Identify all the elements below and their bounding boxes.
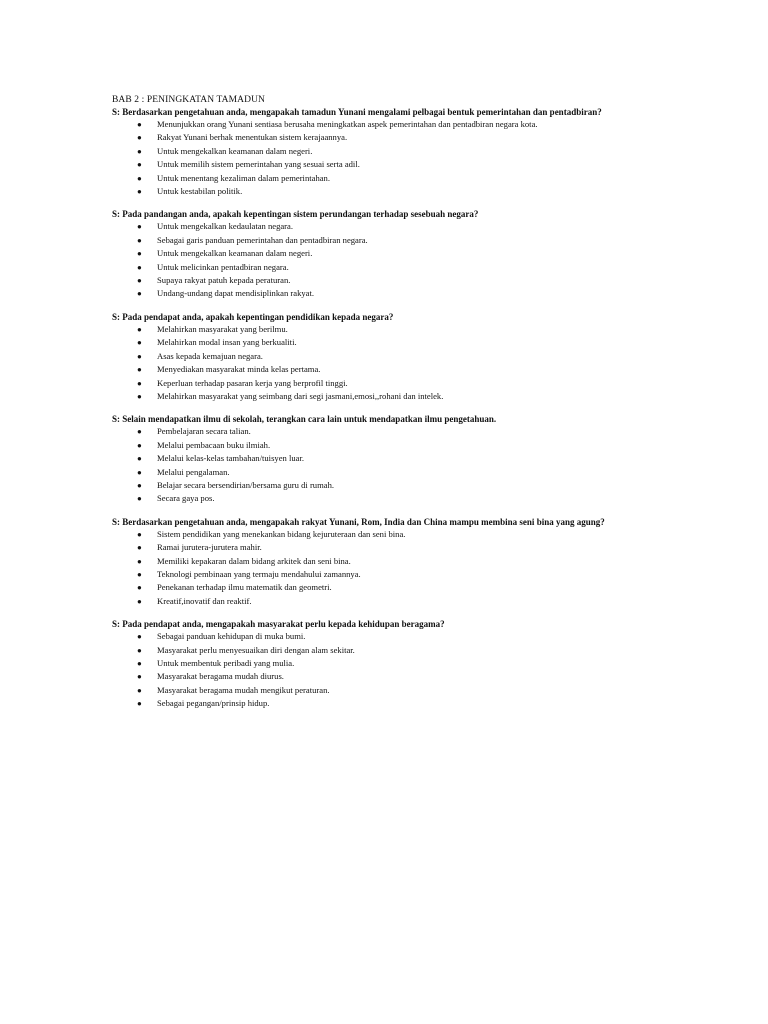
bullet-icon: ● <box>137 173 142 183</box>
answer-text: Masyarakat beragama mudah diurus. <box>157 671 284 682</box>
list-item <box>112 479 642 492</box>
bullet-icon: ● <box>137 365 142 375</box>
answer-text: Melahirkan masyarakat yang seimbang dari segi jasmani,emosi,,rohani dan intelek. <box>157 390 444 401</box>
bullet-icon: ● <box>137 494 142 504</box>
bullet-icon: ● <box>137 659 142 668</box>
list-item <box>112 684 642 697</box>
list-item <box>112 287 642 300</box>
question-section-5 <box>112 516 642 608</box>
bullet-icon: ● <box>137 645 142 655</box>
bullet-icon: ● <box>137 249 142 259</box>
list-item <box>112 452 642 465</box>
bullet-icon: ● <box>137 569 142 579</box>
answer-text: Sebagai panduan kehidupan di muka bumi. <box>157 631 306 642</box>
answer-text: Melahirkan masyarakat yang berilmu. <box>157 323 288 334</box>
list-item <box>112 644 642 657</box>
list-item <box>112 118 642 131</box>
list-item <box>112 657 642 670</box>
answer-text: Belajar secara bersendirian/bersama guru di rumah. <box>157 479 335 490</box>
list-item <box>112 377 642 390</box>
list-item <box>112 247 642 260</box>
document-title: BAB 2 : PENINGKATAN TAMADUN <box>112 95 266 105</box>
answer-text: Asas kepada kemajuan negara. <box>157 350 263 361</box>
list-item <box>112 220 642 233</box>
bullet-icon: ● <box>137 440 142 450</box>
answer-text: Untuk membentuk peribadi yang mulia. <box>157 658 295 668</box>
list-item <box>112 323 642 336</box>
list-item <box>112 528 642 541</box>
bullet-icon: ● <box>137 480 142 490</box>
answer-text: Sistem pendidikan yang menekankan bidang kejuruteraan dan seni bina. <box>157 528 406 539</box>
list-item <box>112 439 642 452</box>
answer-text: Untuk kestabilan politik. <box>157 186 243 197</box>
list-item <box>112 630 642 643</box>
answer-text: Menunjukkan orang Yunani sentiasa berusaha meningkatkan aspek pemerintahan dan pentadbiran negara kota. <box>157 119 538 129</box>
list-item <box>112 158 642 171</box>
answer-text: Melalui pembacaan buku ilmiah. <box>157 439 271 450</box>
bullet-icon: ● <box>137 672 142 682</box>
document-page <box>112 94 642 721</box>
answer-text: Supaya rakyat patuh kepada peraturan. <box>157 275 291 286</box>
answer-list <box>112 220 642 300</box>
list-item <box>112 541 642 554</box>
list-item <box>112 350 642 363</box>
answer-text: Pembelajaran secara talian. <box>157 426 251 437</box>
list-item <box>112 336 642 349</box>
answer-list <box>112 528 642 608</box>
list-item <box>112 131 642 144</box>
list-item <box>112 363 642 376</box>
list-item <box>112 568 642 581</box>
answer-text: Melahirkan modal insan yang berkualiti. <box>157 337 297 348</box>
question-section-4 <box>112 413 642 505</box>
bullet-icon: ● <box>137 351 142 361</box>
answer-text: Untuk mengekalkan kedaulatan negara. <box>157 221 294 232</box>
list-item <box>112 261 642 274</box>
bullet-icon: ● <box>137 276 142 286</box>
list-item <box>112 234 642 247</box>
bullet-icon: ● <box>137 596 142 606</box>
list-item <box>112 466 642 479</box>
list-item <box>112 492 642 505</box>
bullet-icon: ● <box>137 543 142 553</box>
question-text: S: Berdasarkan pengetahuan anda, mengapakah tamadun Yunani mengalami pelbagai bentuk pemerintahan dan pentadbiran? <box>112 107 602 117</box>
bullet-icon: ● <box>137 583 142 593</box>
answer-text: Untuk menentang kezaliman dalam pemerintahan. <box>157 172 331 183</box>
bullet-icon: ● <box>137 391 142 401</box>
answer-text: Kreatif,inovatif dan reaktif. <box>157 595 252 606</box>
bullet-icon: ● <box>137 378 142 388</box>
question-section-3 <box>112 311 642 403</box>
answer-text: Masyarakat beragama mudah mengikut peraturan. <box>157 684 330 695</box>
answer-text: Ramai jurutera-jurutera mahir. <box>157 542 262 553</box>
bullet-icon: ● <box>137 187 142 197</box>
list-item <box>112 425 642 438</box>
answer-list <box>112 323 642 403</box>
answer-text: Sebagai pegangan/prinsip hidup. <box>157 698 270 709</box>
bullet-icon: ● <box>137 632 142 642</box>
bullet-icon: ● <box>137 324 142 334</box>
answer-list <box>112 630 642 710</box>
answer-text: Melalui kelas-kelas tambahan/tuisyen luar. <box>157 453 305 464</box>
question-text: S: Berdasarkan pengetahuan anda, mengapakah rakyat Yunani, Rom, India dan China mampu membina seni bina yang agung? <box>112 516 605 527</box>
answer-text: Penekanan terhadap ilmu matematik dan geometri. <box>157 582 332 593</box>
bullet-icon: ● <box>137 262 142 272</box>
bullet-icon: ● <box>137 427 142 437</box>
question-text: S: Pada pendapat anda, mengapakah masyarakat perlu kepada kehidupan beragama? <box>112 619 445 630</box>
answer-text: Keperluan terhadap pasaran kerja yang berprofil tinggi. <box>157 377 348 388</box>
answer-text: Rakyat Yunani berhak menentukan sistem kerajaannya. <box>157 132 348 143</box>
question-section-2 <box>112 208 642 300</box>
answer-text: Masyarakat perlu menyesuaikan diri dengan alam sekitar. <box>157 644 355 655</box>
question-text: S: Pada pendapat anda, apakah kepentingan pendidikan kepada negara? <box>112 311 394 322</box>
list-item <box>112 172 642 185</box>
answer-text: Untuk mengekalkan keamanan dalam negeri. <box>157 248 313 259</box>
bullet-icon: ● <box>137 146 142 156</box>
bullet-icon: ● <box>137 699 142 709</box>
bullet-icon: ● <box>137 235 142 245</box>
bullet-icon: ● <box>137 160 142 170</box>
list-item <box>112 555 642 568</box>
answer-list <box>112 118 642 198</box>
list-item <box>112 670 642 683</box>
bullet-icon: ● <box>137 338 142 348</box>
list-item <box>112 274 642 287</box>
answer-text: Sebagai garis panduan pemerintahan dan pentadbiran negara. <box>157 234 368 245</box>
answer-text: Secara gaya pos. <box>157 493 215 504</box>
question-section-6 <box>112 618 642 710</box>
answer-text: Untuk memilih sistem pemerintahan yang sesuai serta adil. <box>157 159 360 170</box>
list-item <box>112 145 642 158</box>
answer-text: Melalui pengalaman. <box>157 466 230 477</box>
list-item <box>112 697 642 710</box>
bullet-icon: ● <box>137 120 142 129</box>
bullet-icon: ● <box>137 467 142 477</box>
bullet-icon: ● <box>137 222 142 232</box>
list-item <box>112 581 642 594</box>
list-item <box>112 185 642 198</box>
bullet-icon: ● <box>137 529 142 539</box>
bullet-icon: ● <box>137 133 142 143</box>
question-text: S: Selain mendapatkan ilmu di sekolah, terangkan cara lain untuk mendapatkan ilmu pengetahuan. <box>112 414 497 425</box>
list-item <box>112 595 642 608</box>
bullet-icon: ● <box>137 454 142 464</box>
question-section-1 <box>112 106 642 198</box>
answer-text: Teknologi pembinaan yang termaju mendahului zamannya. <box>157 568 361 579</box>
answer-text: Undang-undang dapat mendisiplinkan rakyat. <box>157 288 315 299</box>
answer-text: Untuk melicinkan pentadbiran negara. <box>157 261 289 272</box>
answer-text: Memiliki kepakaran dalam bidang arkitek dan seni bina. <box>157 555 351 566</box>
answer-text: Menyediakan masyarakat minda kelas pertama. <box>157 364 321 375</box>
list-item <box>112 390 642 403</box>
answer-list <box>112 425 642 505</box>
bullet-icon: ● <box>137 685 142 695</box>
question-text: S: Pada pandangan anda, apakah kepentingan sistem perundangan terhadap sesebuah negara? <box>112 209 479 220</box>
answer-text: Untuk mengekalkan keamanan dalam negeri. <box>157 145 313 156</box>
bullet-icon: ● <box>137 289 142 299</box>
bullet-icon: ● <box>137 556 142 566</box>
